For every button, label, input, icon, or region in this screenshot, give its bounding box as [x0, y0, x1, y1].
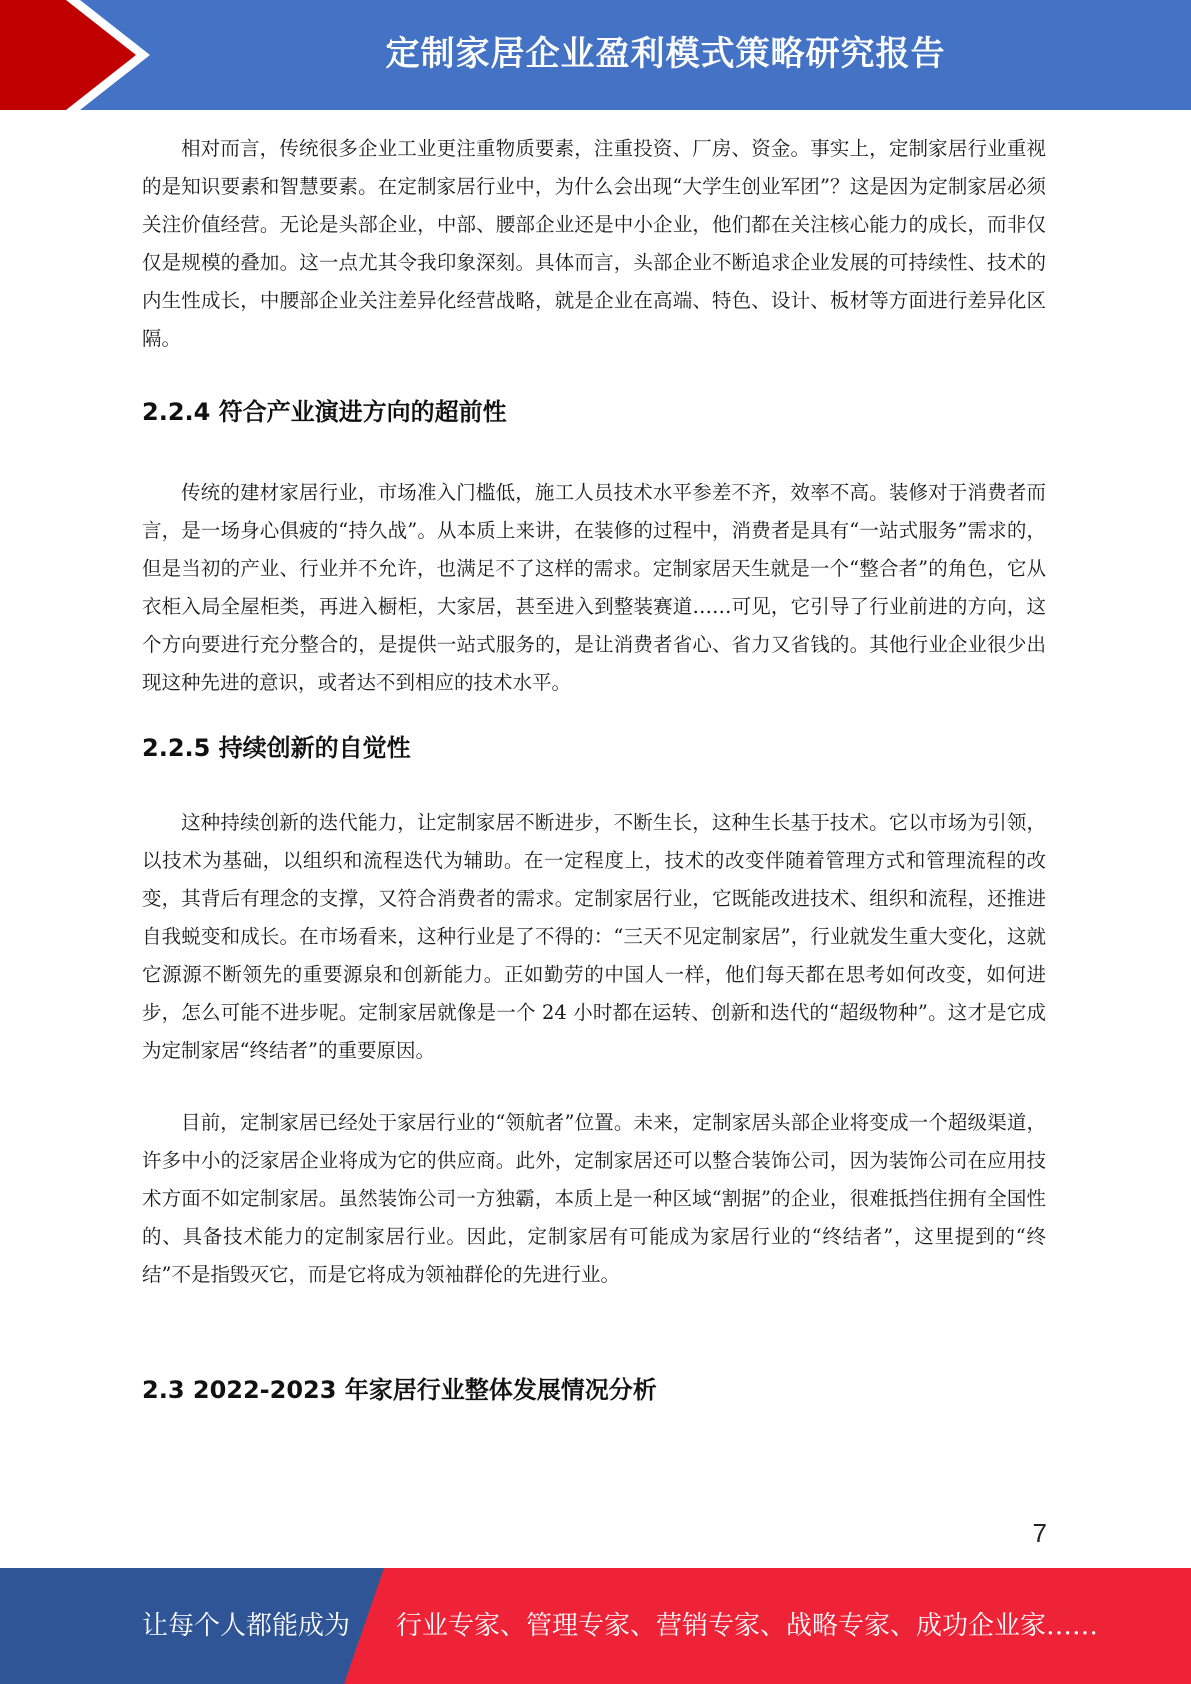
page-number: 7: [1032, 1518, 1047, 1548]
page-footer: [0, 1568, 1191, 1684]
paragraph-3: 这种持续创新的迭代能力，让定制家居不断进步，不断生长，这种生长基于技术。它以市场为引领，以技术为基础，以组织和流程迭代为辅助。在一定程度上，技术的改变伴随着管理方式和管理流程的改变，其背后有理念的支撑，又符合消费者的需求。定制家居行业，它既能改进技术、组织和流程，还推进自我蜕变和成长。在市场看来，这种行业是了不得的：“三天不见定制家居”，行业就发生重大变化，这就它源源不断领先的重要源泉和创新能力。正如勤劳的中国人一样，他们每天都在思考如何改变，如何进步，怎么可能不进步呢。定制家居就像是一个 24 小时都在运转、创新和迭代的“超级物种”。这才是它成为定制家居“终结者”的重要原因。: [142, 811, 1046, 1062]
page-content: [142, 130, 1046, 1410]
footer-slogan-left: 让每个人都能成为: [142, 1611, 351, 1641]
footer-slogan-right: 行业专家、管理专家、营销专家、战略专家、成功企业家……: [396, 1611, 1099, 1641]
paragraph-4: 目前，定制家居已经处于家居行业的“领航者”位置。未来，定制家居头部企业将变成一个超级渠道，许多中小的泛家居企业将成为它的供应商。此外，定制家居还可以整合装饰公司，因为装饰公司在应用技术方面不如定制家居。虽然装饰公司一方独霸，本质上是一种区域“割据”的企业，很难抵挡住拥有全国性的、具备技术能力的定制家居行业。因此，定制家居有可能成为家居行业的“终结者”，这里提到的“终结”不是指毁灭它，而是它将成为领袖群伦的先进行业。: [142, 1111, 1046, 1286]
paragraph-1: 相对而言，传统很多企业工业更注重物质要素，注重投资、厂房、资金。事实上，定制家居行业重视的是知识要素和智慧要素。在定制家居行业中，为什么会出现“大学生创业军团”？这是因为定制家居必须关注价值经营。无论是头部企业，中部、腰部企业还是中小企业，他们都在关注核心能力的成长，而非仅仅是规模的叠加。这一点尤其令我印象深刻。具体而言，头部企业不断追求企业发展的可持续性、技术的内生性成长，中腰部企业关注差异化经营战略，就是企业在高端、特色、设计、板材等方面进行差异化区隔。: [142, 137, 1046, 350]
section-heading-2-2-5: 2.2.5 持续创新的自觉性: [142, 734, 411, 762]
section-heading-2-3: 2.3 2022-2023 年家居行业整体发展情况分析: [142, 1376, 657, 1404]
paragraph-2: 传统的建材家居行业，市场准入门槛低，施工人员技术水平参差不齐，效率不高。装修对于消费者而言，是一场身心俱疲的“持久战”。从本质上来讲，在装修的过程中，消费者是具有“一站式服务”需求的，但是当初的产业、行业并不允许，也满足不了这样的需求。定制家居天生就是一个“整合者”的角色，它从衣柜入局全屋柜类，再进入橱柜，大家居，甚至进入到整装赛道……可见，它引导了行业前进的方向，这个方向要进行充分整合的，是提供一站式服务的，是让消费者省心、省力又省钱的。其他行业企业很少出现这种先进的意识，或者达不到相应的技术水平。: [142, 481, 1046, 694]
page-header: [0, 0, 1191, 110]
section-heading-2-2-4: 2.2.4 符合产业演进方向的超前性: [142, 398, 507, 426]
report-title: 定制家居企业盈利模式策略研究报告: [385, 34, 946, 74]
